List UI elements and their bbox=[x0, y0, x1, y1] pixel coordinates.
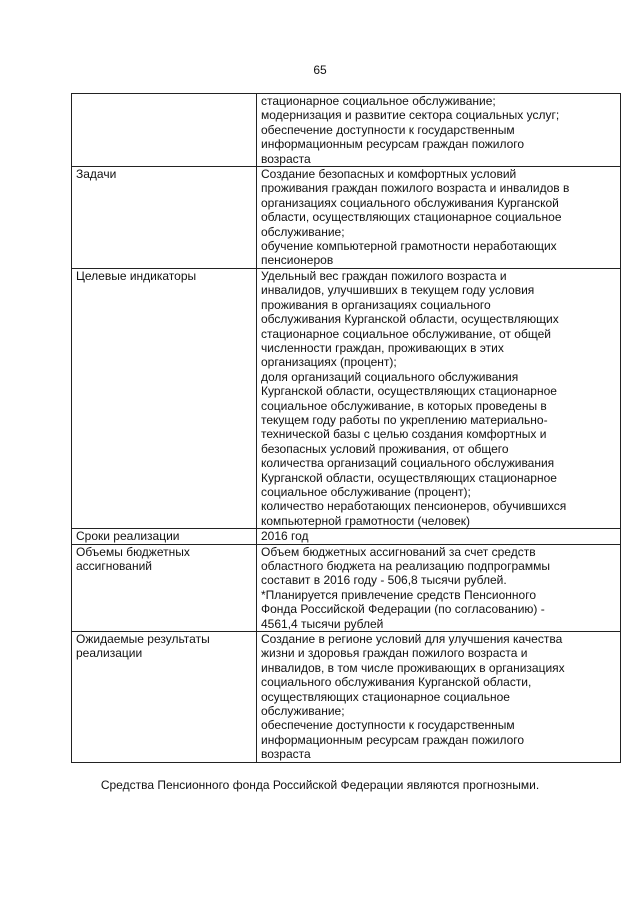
row-value-line: Объем бюджетных ассигнований за счет средств bbox=[261, 544, 536, 559]
row-label-line: Ожидаемые результаты bbox=[76, 632, 210, 647]
row-value-line: Создание безопасных и комфортных условий bbox=[261, 167, 517, 182]
row-value-line: организациях (процент); bbox=[261, 355, 397, 370]
row-label-line: ассигнований bbox=[76, 559, 153, 573]
row-value-line: количества организаций социального обслуживания bbox=[261, 456, 555, 471]
row-label-cell bbox=[72, 167, 257, 269]
row-value-line: компьютерной грамотности (человек) bbox=[261, 513, 471, 528]
row-value-line: жизни и здоровья граждан пожилого возраста и bbox=[261, 646, 528, 661]
row-value-line: обслуживание; bbox=[261, 704, 345, 719]
table-row bbox=[72, 632, 621, 763]
row-value-line: составит в 2016 году - 506,8 тысячи рублей. bbox=[261, 573, 507, 588]
row-value-line: стационарное социальное обслуживание; bbox=[261, 94, 496, 108]
table-row bbox=[72, 529, 621, 544]
row-label-cell bbox=[72, 94, 257, 167]
row-label-line: реализации bbox=[76, 646, 143, 661]
row-label-cell bbox=[72, 632, 257, 763]
table-row bbox=[72, 268, 621, 528]
row-value-line: безопасных условий проживания, от общего bbox=[261, 441, 509, 456]
row-value-line: Удельный вес граждан пожилого возраста и bbox=[261, 268, 507, 283]
row-label-line: Целевые индикаторы bbox=[76, 268, 197, 283]
row-value-line: проживания в организациях социального bbox=[261, 297, 491, 312]
row-value-line: обеспечение доступности к государственным bbox=[261, 718, 515, 733]
row-label-line: Сроки реализации bbox=[76, 529, 180, 544]
row-label-line: Объемы бюджетных bbox=[76, 544, 190, 559]
row-value-cell bbox=[257, 268, 621, 528]
row-value-line: обслуживания Курганской области, осуществляющих bbox=[261, 312, 559, 327]
row-value-line: стационарное социальное обслуживание, от общей bbox=[261, 326, 551, 341]
row-value-cell bbox=[257, 544, 621, 631]
row-value-line: обслуживание; bbox=[261, 224, 345, 239]
row-value-line: возраста bbox=[261, 747, 311, 762]
row-value-line: 2016 год bbox=[261, 529, 309, 544]
table-row bbox=[72, 167, 621, 269]
row-value-line: Фонда Российской Федерации (по согласованию) - bbox=[261, 602, 545, 617]
row-value-cell bbox=[257, 632, 621, 763]
row-value-line: инвалидов, в том числе проживающих в организациях bbox=[261, 660, 565, 675]
row-value-line: *Планируется привлечение средств Пенсионного bbox=[261, 587, 536, 602]
row-value-line: социальное обслуживание, в которых проведены в bbox=[261, 398, 547, 413]
row-value-line: модернизация и развитие сектора социальных услуг; bbox=[261, 108, 560, 123]
row-value-cell bbox=[257, 167, 621, 269]
row-value-line: инвалидов, улучшивших в текущем году условия bbox=[261, 283, 535, 298]
table-row bbox=[72, 94, 621, 167]
row-value-line: численности граждан, проживающих в этих bbox=[261, 340, 504, 355]
row-value-line: пенсионеров bbox=[261, 253, 334, 268]
row-value-cell bbox=[257, 529, 621, 544]
table-row bbox=[72, 544, 621, 631]
row-value-line: 4561,4 тысячи рублей bbox=[261, 616, 384, 631]
passport-table-body bbox=[72, 94, 621, 763]
row-value-line: социального обслуживания Курганской области, bbox=[261, 675, 532, 690]
row-value-line: информационным ресурсам граждан пожилого bbox=[261, 732, 525, 747]
page-number: 65 bbox=[313, 63, 327, 77]
row-value-line: Курганской области, осуществляющих стационарное bbox=[261, 384, 557, 399]
row-value-cell bbox=[257, 94, 621, 167]
row-value-line: осуществляющих стационарное социальное bbox=[261, 689, 510, 704]
row-value-line: обеспечение доступности к государственным bbox=[261, 122, 515, 137]
row-value-line: информационным ресурсам граждан пожилого bbox=[261, 137, 525, 152]
row-value-line: социальное обслуживание (процент); bbox=[261, 484, 471, 499]
row-label-line: Задачи bbox=[76, 167, 117, 182]
row-value-line: количество неработающих пенсионеров, обучившихся bbox=[261, 499, 567, 514]
row-label-cell bbox=[72, 544, 257, 631]
row-label-cell bbox=[72, 529, 257, 544]
footnote: Средства Пенсионного фонда Российской Федерации являются прогнозными. bbox=[100, 778, 540, 792]
row-value-line: Создание в регионе условий для улучшения качества bbox=[261, 632, 563, 647]
row-value-line: обучение компьютерной грамотности неработающих bbox=[261, 239, 557, 254]
subprogram-passport-table bbox=[71, 93, 621, 763]
row-value-line: технической базы с целью создания комфортных и bbox=[261, 427, 547, 442]
row-value-line: текущем году работы по укреплению материально- bbox=[261, 412, 548, 427]
row-value-line: организациях социального обслуживания Курганской bbox=[261, 195, 559, 210]
row-value-line: доля организаций социального обслуживания bbox=[261, 369, 519, 384]
row-value-line: проживания граждан пожилого возраста и инвалидов в bbox=[261, 181, 570, 196]
row-label-cell bbox=[72, 268, 257, 528]
row-value-line: Курганской области, осуществляющих стационарное bbox=[261, 470, 557, 485]
row-value-line: области, осуществляющих стационарное социальное bbox=[261, 210, 562, 225]
row-value-line: областного бюджета на реализацию подпрограммы bbox=[261, 559, 550, 573]
row-value-line: возраста bbox=[261, 151, 311, 166]
